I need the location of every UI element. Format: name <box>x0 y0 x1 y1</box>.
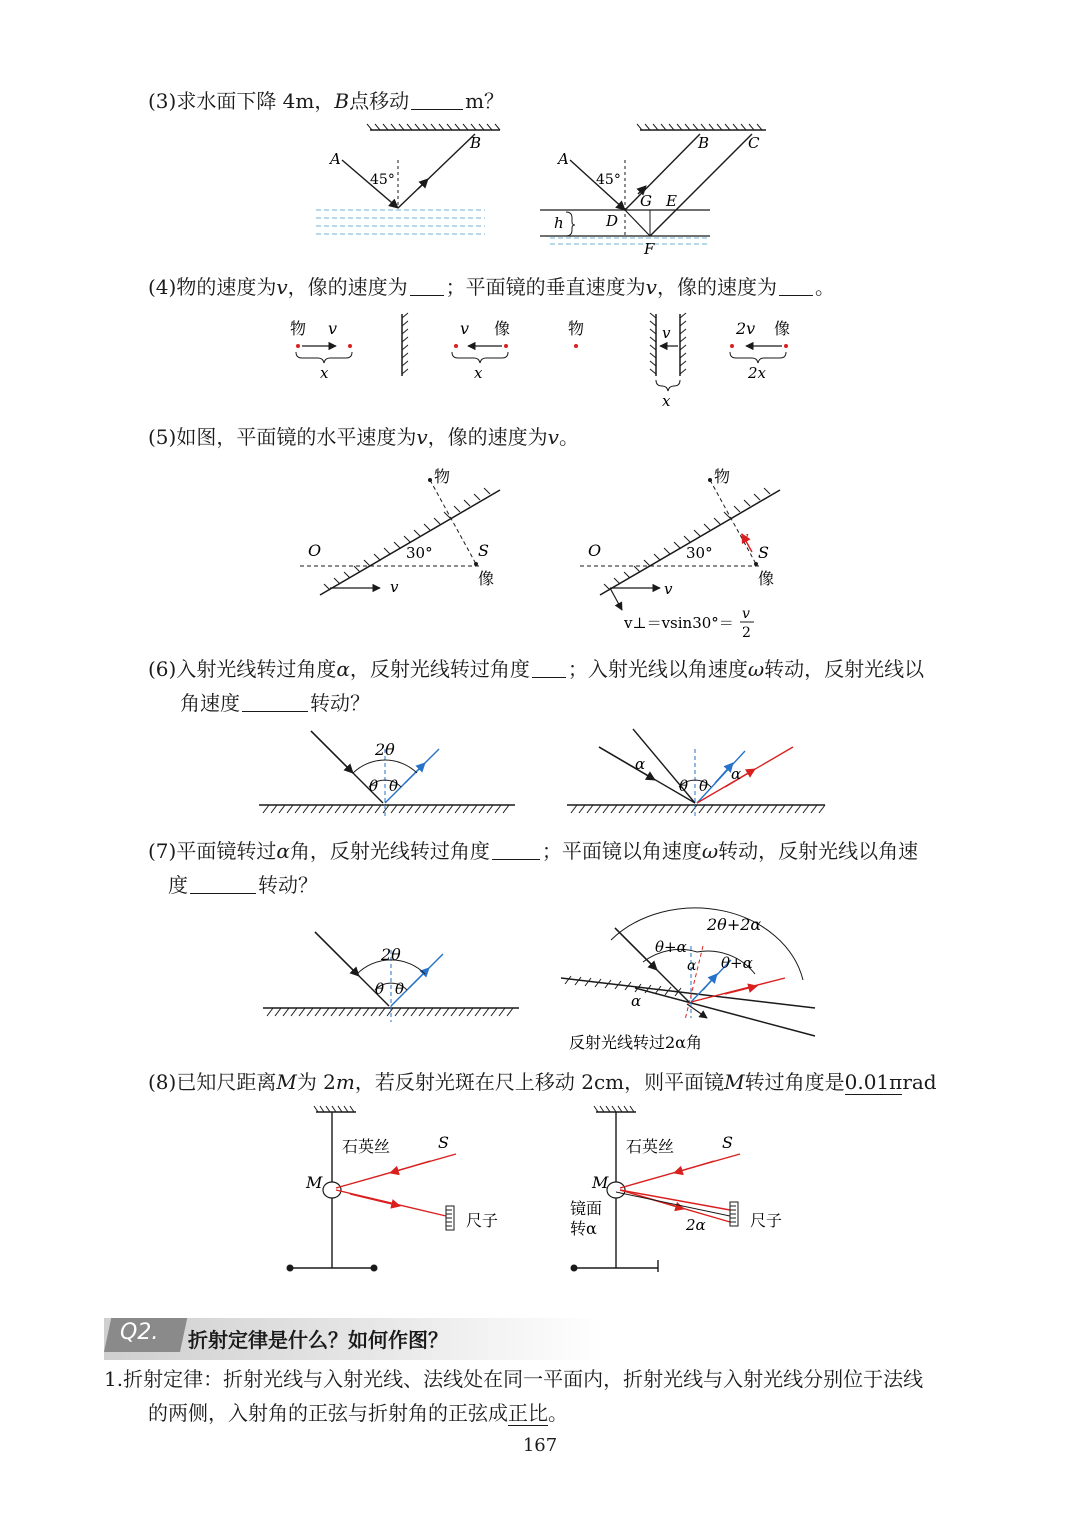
f4-x2: x <box>474 364 483 382</box>
question-3 <box>148 84 504 118</box>
q8-M2: M <box>724 1070 745 1094</box>
question-7-line2 <box>168 868 318 902</box>
q6-t4: 转动，反射光线以 <box>764 657 925 681</box>
q6-blank1 <box>532 657 566 678</box>
f6-alpha2: α <box>731 765 742 783</box>
f4-v1: v <box>328 319 338 338</box>
q8-answer: 0.01π <box>844 1070 903 1094</box>
f5-vred: v <box>740 528 749 546</box>
f8-wire2: 石英丝 <box>626 1137 675 1156</box>
law-t2: 。 <box>548 1401 568 1425</box>
f6-theta4: θ <box>699 777 709 795</box>
f7-alpha1: α <box>687 958 697 974</box>
label-B: B <box>470 134 482 152</box>
f4-img2: 像 <box>774 319 791 338</box>
f7-t2a: 2θ+2α <box>707 915 762 934</box>
f5-frac-den: 2 <box>742 625 751 641</box>
f4-obj: 物 <box>290 319 307 338</box>
q7-alpha: α <box>276 839 290 863</box>
q7-blank2 <box>190 873 256 894</box>
q4-text3: ；平面镜的垂直速度为 <box>445 275 646 299</box>
f4-2x: 2x <box>748 364 767 382</box>
fig6-incident-rotation <box>255 725 835 825</box>
label-45: 45° <box>370 172 395 188</box>
q7-t6: 转动？ <box>258 873 318 897</box>
f4-x1: x <box>320 364 329 382</box>
q7-blank1 <box>492 839 540 860</box>
f5-frac-num: v <box>742 606 750 622</box>
f5-v2: v <box>664 580 673 598</box>
f5-S2: S <box>758 543 769 562</box>
label-A: A <box>330 150 341 168</box>
q2-title: 折射定律是什么？如何作图？ <box>188 1328 448 1352</box>
f8-2alpha: 2α <box>686 1216 706 1234</box>
q4-text5: 。 <box>814 275 835 299</box>
q7-omega: ω <box>701 839 719 863</box>
f7-2theta: 2θ <box>381 945 401 964</box>
question-6-line1 <box>148 652 924 686</box>
q8-m: m <box>335 1070 355 1094</box>
f4-img1: 像 <box>494 319 511 338</box>
f5-img: 像 <box>478 569 495 588</box>
label-B2: B <box>698 134 710 152</box>
question-4 <box>148 270 835 304</box>
label-F: F <box>644 240 655 258</box>
fig5-inclined-mirror <box>290 460 810 640</box>
fig4-velocity <box>280 310 820 410</box>
q3-var: B <box>334 89 350 113</box>
f7-theta1: θ <box>375 980 385 998</box>
q8-t1: (8)已知尺距离 <box>148 1070 277 1094</box>
q2-tag: Q2. <box>120 1320 159 1345</box>
f8-mirror2: 转α <box>570 1219 597 1238</box>
f8-mirror1: 镜面 <box>570 1199 603 1218</box>
q6-omega: ω <box>747 657 765 681</box>
q3-text2: 点移动 <box>349 89 410 113</box>
question-7-line1 <box>148 834 918 868</box>
f5-v: v <box>390 578 399 596</box>
q3-unit: m？ <box>465 89 505 113</box>
q5-text3: 。 <box>558 425 579 449</box>
f5-O2: O <box>588 541 602 560</box>
q7-t3: ；平面镜以角速度 <box>541 839 702 863</box>
f7-alpha2: α <box>631 992 642 1010</box>
f7-ta2: θ+α <box>721 954 753 972</box>
q4-v2: v <box>645 275 657 299</box>
q6-t6: 转动？ <box>310 691 370 715</box>
label-45b: 45° <box>596 172 621 188</box>
q4-text1: (4)物的速度为 <box>148 275 277 299</box>
label-A2: A <box>558 150 569 168</box>
q8-M1: M <box>276 1070 297 1094</box>
q8-unit: rad <box>902 1070 937 1094</box>
fig7-mirror-rotation <box>255 910 835 1055</box>
q8-t2: 为 2 <box>296 1070 336 1094</box>
q3-blank <box>411 89 463 110</box>
law-line1: 1.折射定律：折射光线与入射光线、法线处在同一平面内，折射光线与入射光线分别位于法线 <box>104 1367 924 1391</box>
f4-2v: 2v <box>736 319 756 338</box>
f8-wire: 石英丝 <box>342 1137 391 1156</box>
q5-text2: ，像的速度为 <box>427 425 548 449</box>
f8-S: S <box>438 1133 449 1152</box>
q3-text: (3)求水面下降 4m， <box>148 89 335 113</box>
q7-t4: 转动，反射光线以角速 <box>718 839 919 863</box>
f7-caption: 反射光线转过2α角 <box>569 1033 702 1052</box>
f8-ruler: 尺子 <box>466 1211 499 1230</box>
f8-M: M <box>306 1173 323 1192</box>
law-line2 <box>148 1396 568 1430</box>
f4-x3: x <box>662 392 671 410</box>
f5-img2: 像 <box>758 569 775 588</box>
question-8 <box>148 1065 937 1099</box>
q5-text1: (5)如图，平面镜的水平速度为 <box>148 425 417 449</box>
f5-angle2: 30° <box>686 544 713 562</box>
law-answer: 正比 <box>508 1401 548 1425</box>
f6-theta1: θ <box>369 777 379 795</box>
q6-alpha: α <box>336 657 350 681</box>
question-6-line2 <box>180 686 370 720</box>
q5-v1: v <box>416 425 428 449</box>
q7-t1: (7)平面镜转过 <box>148 839 277 863</box>
q7-t2: 角，反射光线转过角度 <box>289 839 490 863</box>
q6-t3: ；入射光线以角速度 <box>567 657 748 681</box>
f7-ta1: θ+α <box>655 938 687 956</box>
f5-O: O <box>308 541 322 560</box>
q8-t3: ，若反射光斑在尺上移动 2cm，则平面镜 <box>354 1070 725 1094</box>
label-G: G <box>640 192 652 210</box>
f5-vperp: v⊥＝vsin30°＝ <box>624 614 734 632</box>
q8-t4: 转过角度是 <box>744 1070 845 1094</box>
q4-blank2 <box>779 275 813 296</box>
f4-v2: v <box>460 319 470 338</box>
f6-2theta: 2θ <box>375 740 395 759</box>
f4-obj2: 物 <box>568 319 585 338</box>
q4-v1: v <box>276 275 288 299</box>
page-number: 167 <box>522 1435 558 1456</box>
f6-theta3: θ <box>679 777 689 795</box>
f8-S2: S <box>722 1133 733 1152</box>
f6-theta2: θ <box>389 777 399 795</box>
f8-ruler2: 尺子 <box>750 1211 783 1230</box>
label-C: C <box>748 134 760 152</box>
f8-M2: M <box>592 1173 609 1192</box>
label-E: E <box>666 192 677 210</box>
f5-angle: 30° <box>406 544 433 562</box>
fig3-water-mirror <box>300 120 780 260</box>
f4-v3: v <box>662 324 671 342</box>
q5-v2: v <box>547 425 559 449</box>
question-5 <box>148 420 579 454</box>
f6-alpha1: α <box>635 755 646 773</box>
q6-t2: ，反射光线转过角度 <box>349 657 530 681</box>
f5-obj: 物 <box>434 467 451 486</box>
label-h: h <box>554 214 564 232</box>
f7-theta2: θ <box>395 980 405 998</box>
q6-blank2 <box>242 691 308 712</box>
q4-text2: ，像的速度为 <box>287 275 408 299</box>
fig8-torsion-balance <box>280 1100 783 1280</box>
q7-t5: 度 <box>168 873 188 897</box>
f5-S: S <box>478 541 489 560</box>
f5-obj2: 物 <box>714 467 731 486</box>
label-D: D <box>606 212 619 230</box>
q4-text4: ，像的速度为 <box>656 275 777 299</box>
q6-t5: 角速度 <box>180 691 240 715</box>
law-t1: 的两侧，入射角的正弦与折射角的正弦成 <box>148 1401 508 1425</box>
q4-blank1 <box>410 275 444 296</box>
q6-t1: (6)入射光线转过角度 <box>148 657 337 681</box>
